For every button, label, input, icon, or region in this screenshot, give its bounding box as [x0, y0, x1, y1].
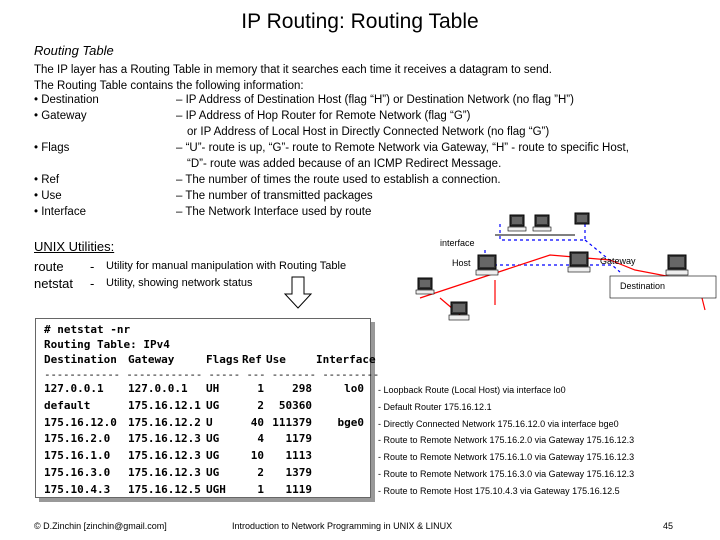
cell-ref: 4 — [257, 432, 264, 446]
utility-cmd: netstat — [34, 276, 74, 291]
terminal-separator: ------------ ------------ ----- --- ------- --------- — [44, 368, 380, 381]
header-interface: Interface — [316, 353, 376, 366]
cell-gateway: 175.16.12.1 — [128, 398, 201, 412]
cell-use: 1379 — [285, 466, 312, 479]
cell-gateway: 175.16.12.3 — [128, 466, 201, 479]
route-note: - Loopback Route (Local Host) via interface lo0 — [378, 385, 566, 395]
cell-ref: 10 — [250, 449, 264, 463]
terminal-command: # netstat -nr — [44, 323, 131, 336]
cell-interface: bge0 — [337, 415, 364, 429]
page-title: IP Routing: Routing Table — [241, 10, 479, 33]
netstat-terminal — [35, 318, 380, 498]
cell-flags: UG — [206, 449, 220, 463]
cell-ref: 1 — [257, 482, 264, 496]
def-term: • Use — [34, 190, 62, 202]
intro-line: The Routing Table contains the following information: — [34, 80, 304, 92]
header-use: Use — [266, 353, 286, 366]
computer-icon — [508, 215, 526, 231]
def-desc: – The number of transmitted packages — [176, 190, 373, 202]
cell-destination: 175.16.1.0 — [44, 449, 111, 463]
def-term: • Interface — [34, 206, 86, 218]
section-subtitle: Routing Table — [34, 43, 114, 58]
down-arrow-icon — [283, 276, 313, 310]
cell-ref: 2 — [257, 398, 264, 412]
computer-icon — [448, 300, 472, 322]
interface-label: interface — [440, 238, 475, 248]
cell-gateway: 175.16.12.5 — [128, 482, 201, 496]
utility-desc: Utility for manual manipulation with Routing Table — [106, 260, 347, 272]
destination-computer-icon — [666, 255, 688, 275]
utility-dash: - — [90, 276, 95, 291]
utility-cmd: route — [34, 259, 64, 274]
def-term: • Flags — [34, 142, 70, 154]
intro-line: The IP layer has a Routing Table in memory that it searches each time it receives a datagram to send. — [34, 64, 552, 76]
cell-destination: 175.10.4.3 — [44, 482, 111, 496]
def-desc: – “U”- route is up, “G”- route to Remote Network via Gateway, “H” - route to specific Host, — [176, 142, 629, 154]
cell-destination: default — [44, 398, 91, 412]
header-flags: Flags — [206, 353, 240, 366]
cell-interface: lo0 — [344, 382, 364, 395]
route-note: - Route to Remote Host 175.10.4.3 via Gateway 175.16.12.5 — [378, 485, 620, 496]
def-desc: – The Network Interface used by route — [176, 206, 372, 218]
cell-destination: 175.16.3.0 — [44, 466, 111, 479]
host-label: Host — [452, 258, 471, 268]
cell-use: 111379 — [272, 415, 312, 429]
def-term: • Ref — [34, 174, 60, 186]
def-desc-cont: or IP Address of Local Host in Directly Connected Network (no flag “G”) — [187, 126, 550, 138]
route-note: - Directly Connected Network 175.16.12.0 via interface bge0 — [378, 418, 619, 429]
cell-ref: 2 — [257, 466, 264, 479]
footer-course: Introduction to Network Programming in UNIX & LINUX — [232, 521, 453, 531]
cell-destination: 175.16.2.0 — [44, 432, 111, 446]
def-desc: – IP Address of Hop Router for Remote Network (flag “G”) — [176, 110, 471, 122]
cell-gateway: 175.16.12.3 — [128, 432, 201, 446]
computer-icon — [533, 215, 551, 231]
gateway-label: Gateway — [600, 256, 636, 266]
cell-destination: 127.0.0.1 — [44, 382, 104, 395]
cell-flags: UG — [206, 398, 220, 412]
footer-author: © D.Zinchin [zinchin@gmail.com] — [34, 521, 167, 531]
cell-use: 1119 — [285, 482, 312, 496]
cell-gateway: 175.16.12.2 — [128, 415, 201, 429]
def-desc: – IP Address of Destination Host (flag “H”) or Destination Network (no flag ”H”) — [176, 94, 574, 106]
gateway-computer-icon — [568, 252, 590, 272]
cell-flags: UH — [206, 382, 220, 395]
terminal-table-title: Routing Table: IPv4 — [44, 338, 170, 351]
cell-flags: U — [206, 415, 213, 429]
cell-use: 1113 — [285, 449, 312, 463]
route-note: - Route to Remote Network 175.16.2.0 via Gateway 175.16.12.3 — [378, 435, 635, 446]
def-term: • Gateway — [34, 110, 87, 122]
utility-dash: - — [90, 259, 95, 274]
cell-destination: 175.16.12.0 — [44, 415, 117, 429]
cell-gateway: 127.0.0.1 — [128, 382, 188, 395]
cell-flags: UG — [206, 466, 220, 479]
cell-ref: 40 — [250, 415, 264, 429]
page-number: 45 — [663, 521, 674, 531]
cell-flags: UG — [206, 432, 220, 446]
cell-use: 50360 — [278, 398, 312, 412]
route-note: - Route to Remote Network 175.16.3.0 via Gateway 175.16.12.3 — [378, 469, 635, 479]
computer-icon — [575, 213, 589, 224]
header-destination: Destination — [44, 353, 117, 366]
unix-utilities-heading: UNIX Utilities: — [34, 239, 115, 254]
header-gateway: Gateway — [128, 353, 175, 366]
def-desc-cont: “D”- route was added because of an ICMP Redirect Message. — [187, 158, 502, 170]
route-note: - Route to Remote Network 175.16.1.0 via Gateway 175.16.12.3 — [378, 452, 635, 463]
host-computer-icon — [476, 255, 498, 275]
header-ref: Ref — [242, 353, 262, 366]
destination-label: Destination — [620, 281, 666, 291]
cell-gateway: 175.16.12.3 — [128, 449, 201, 463]
def-desc: – The number of times the route used to establish a connection. — [176, 174, 501, 186]
cell-use: 298 — [292, 382, 312, 395]
cell-use: 1179 — [285, 432, 312, 446]
cell-ref: 1 — [257, 382, 264, 395]
def-term: • Destination — [34, 94, 99, 106]
route-note: - Default Router 175.16.12.1 — [378, 401, 492, 412]
computer-icon — [416, 278, 434, 294]
cell-flags: UGH — [206, 482, 226, 496]
utility-desc: Utility, showing network status — [106, 277, 253, 289]
